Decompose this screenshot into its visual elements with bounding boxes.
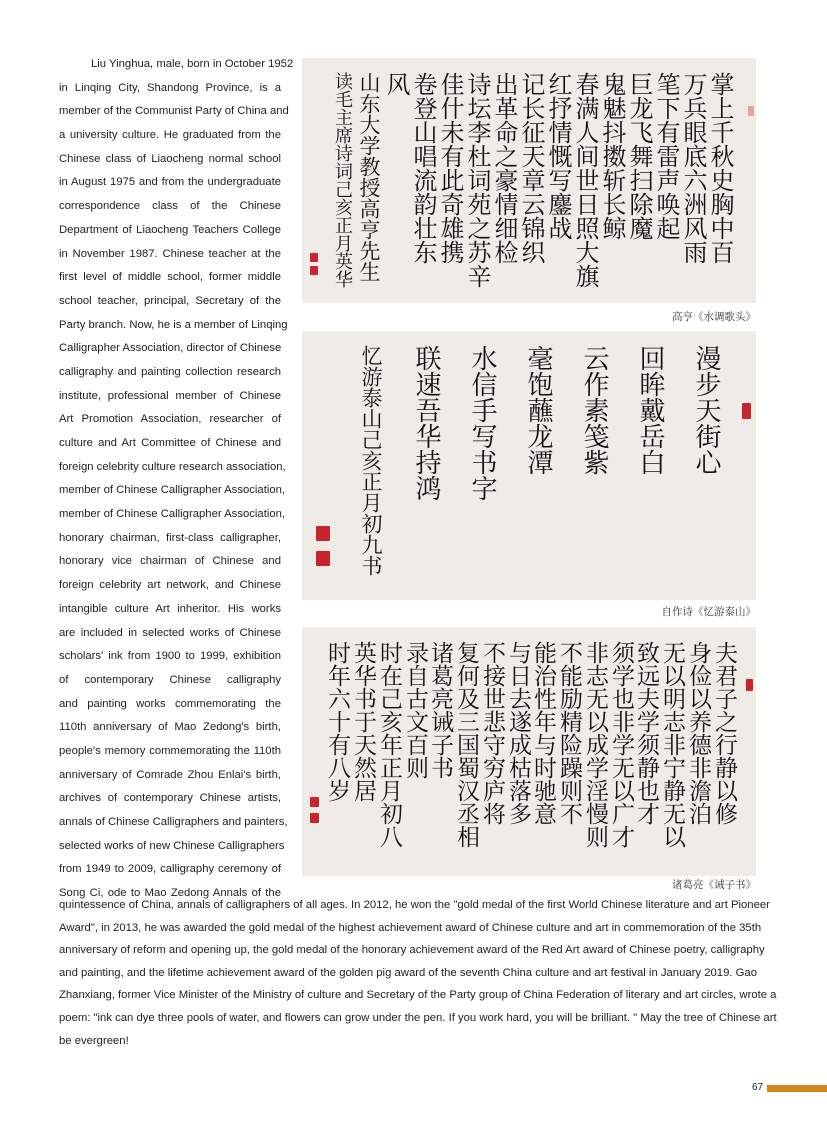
red-seal-icon	[310, 797, 319, 807]
text-line: from 1949 to 2009, calligraphy ceremony of	[59, 863, 281, 876]
text-line: Chinese class of Liaocheng normal school	[59, 152, 281, 165]
text-line: selected works of new Chinese Calligraphers	[59, 839, 285, 852]
calligraphy-column: 联速吾华持鸿	[411, 345, 441, 501]
calligraphy-column: 不接世悲守穷庐将	[479, 641, 505, 825]
text-line: intangible culture Art inheritor. His works	[59, 602, 281, 615]
calligraphy-column: 鬼魅抖擞斩长鲸	[598, 72, 626, 240]
text-line: 110th anniversary of Mao Zedong's birth,	[59, 721, 281, 734]
text-line: of contemporary Chinese calligraphy	[59, 673, 281, 686]
calligraphy-column: 春满人间世日照大旗	[571, 72, 599, 288]
calligraphy-column: 英华书于天然居	[350, 641, 376, 802]
text-line: a university culture. He graduated from the	[59, 129, 281, 142]
text-line: Art Promotion Association, researcher of	[59, 413, 281, 426]
calligraphy-column: 能治性年与时驰意	[530, 641, 556, 825]
red-seal-icon	[316, 551, 330, 566]
text-line: archives of contemporary Chinese artists,	[59, 792, 281, 805]
text-line: and painting works commemorating the	[59, 697, 281, 710]
calligraphy-column: 回眸戴岳白	[635, 345, 665, 475]
text-line: calligraphy and painting collection research	[59, 365, 281, 378]
calligraphy-column: 红抒情慨写鏖战	[544, 72, 572, 240]
text-line: Zhanxiang, former Vice Minister of the Ministry of culture and Secretary of the Party group of China Federation of literary and art circles, wrote a	[59, 989, 777, 1002]
artwork-caption: 自作诗《忆游泰山》	[661, 606, 756, 618]
calligraphy-column: 卷登山唱流韵壮东	[409, 72, 437, 264]
calligraphy-column: 夫君子之行静以修	[711, 641, 737, 825]
text-line: Award", in 2013, he was awarded the gold medal of the highest achievement award of Chinese culture and art in commemoration of the 35th	[59, 921, 762, 934]
text-line: poem: "ink can dye three pools of water, and flowers can grow under the pen. If you work hard, you will be brilliant. " May the tree of Chinese art	[59, 1011, 777, 1024]
calligraphy-column: 时在己亥年正月初八	[376, 641, 402, 848]
calligraphy-column: 漫步天街心	[691, 345, 721, 475]
text-line: Liu Yinghua, male, born in October 1952	[91, 58, 294, 70]
text-line: people's memory commemorating the 110th	[59, 744, 281, 757]
text-line: Party branch. Now, he is a member of Linqing	[59, 318, 288, 331]
calligraphy-column: 巨龙飞舞扫除魔	[625, 72, 653, 240]
text-line: member of Chinese Calligrapher Association,	[59, 484, 286, 497]
text-line: anniversary of Comrade Zhou Enlai's birth,	[59, 768, 281, 781]
calligraphy-column: 诗坛李杜词苑之苏辛	[463, 72, 491, 288]
text-line: in August 1975 and from the undergraduate	[59, 176, 281, 189]
text-line: in Linqing City, Shandong Province, is a	[59, 81, 281, 94]
calligraphy-column: 风	[382, 72, 410, 96]
page-number: 67	[752, 1082, 764, 1093]
calligraphy-artwork-1	[302, 58, 756, 303]
calligraphy-column: 记长征天章云锦织	[517, 72, 545, 264]
text-line: and painting, and the lifetime achievement award of the golden pig award of the seventh China culture and art festival in January 2019. Gao	[59, 966, 757, 979]
calligraphy-column: 不能励精险躁则不	[556, 641, 582, 825]
red-seal-icon	[748, 106, 754, 116]
text-line: institute, professional member of Chinese	[59, 389, 281, 402]
text-line: foreign celebrity art network, and Chinese	[59, 579, 281, 592]
calligraphy-column: 无以明志非宁静无以	[659, 641, 685, 848]
calligraphy-column: 致远夫学须静也才	[633, 641, 659, 825]
calligraphy-artwork-3	[302, 627, 756, 876]
text-line: honorary vice chairman of Chinese and	[59, 555, 281, 568]
text-line: Song Ci, ode to Mao Zedong Annals of the	[59, 887, 281, 900]
calligraphy-artwork-2	[302, 331, 756, 600]
calligraphy-column: 万兵眼底六洲风雨	[679, 72, 707, 264]
calligraphy-column: 时年六十有八岁	[324, 641, 350, 802]
page-accent-bar	[767, 1085, 827, 1092]
text-line: scholars' ink from 1900 to 1999, exhibition	[59, 650, 281, 663]
text-line: Calligrapher Association, director of Chinese	[59, 342, 282, 355]
calligraphy-column: 诸葛亮诫子书	[427, 641, 453, 779]
text-line: honorary chairman, first-class calligrapher,	[59, 531, 281, 544]
text-line: quintessence of China, annals of calligraphers of all ages. In 2012, he won the "gold medal of the first World Chinese literature and art Pioneer	[59, 899, 770, 911]
calligraphy-column: 与日去遂成枯落多	[505, 641, 531, 825]
calligraphy-column: 读毛主席诗词己亥正月英华	[332, 72, 353, 288]
text-line: foreign celebrity culture research association,	[59, 460, 286, 473]
red-seal-icon	[310, 253, 318, 262]
text-line: in November 1987. Chinese teacher at the	[59, 247, 281, 260]
text-line: correspondence class of the Chinese	[59, 200, 281, 213]
calligraphy-column: 须学也非学无以广才	[608, 641, 634, 848]
red-seal-icon	[310, 266, 318, 275]
calligraphy-column: 山东大学教授高亨先生	[357, 72, 381, 282]
red-seal-icon	[310, 813, 319, 823]
text-line: member of the Communist Party of China and	[59, 105, 289, 118]
calligraphy-column: 出革命之豪情细检	[490, 72, 518, 264]
calligraphy-column: 复何及三国蜀汉丞相	[453, 641, 479, 848]
text-line: anniversary of reform and opening up, the gold medal of the honorary achievement award of the Red Art award of Chinese poetry, calligraphy	[59, 944, 765, 957]
text-line: culture and Art Committee of Chinese and	[59, 437, 281, 449]
calligraphy-column: 录自古文百则	[402, 641, 428, 779]
red-seal-icon	[746, 679, 753, 691]
red-seal-icon	[316, 526, 330, 541]
text-line: school teacher, principal, Secretary of the	[59, 294, 281, 307]
calligraphy-column: 非志无以成学淫慢则	[582, 641, 608, 848]
text-line: annals of Chinese Calligraphers and painters,	[59, 816, 288, 828]
calligraphy-column: 佳什未有此奇雄携	[436, 72, 464, 264]
artwork-caption: 高亨《水调歌头》	[672, 311, 756, 323]
calligraphy-column: 掌上千秋史胸中百	[706, 72, 734, 264]
text-line: member of Chinese Calligrapher Association,	[59, 508, 286, 521]
calligraphy-column: 云作素笺紫	[579, 345, 609, 475]
biography-continued	[59, 894, 777, 1052]
calligraphy-column: 忆游泰山己亥正月初九书	[359, 345, 383, 576]
calligraphy-column: 笔下有雷声唤起	[652, 72, 680, 240]
text-line: are included in selected works of Chinese	[59, 626, 281, 639]
red-seal-icon	[742, 403, 751, 419]
calligraphy-column: 身俭以养德非澹泊	[685, 641, 711, 825]
artwork-caption: 诸葛亮《诫子书》	[672, 879, 756, 891]
text-line: be evergreen!	[59, 1034, 129, 1047]
text-line: first level of middle school, former middle	[59, 271, 281, 284]
biography-column	[59, 53, 294, 906]
calligraphy-column: 水信手写书字	[467, 345, 497, 501]
text-line: Department of Liaocheng Teachers College	[59, 223, 281, 236]
calligraphy-column: 毫饱蘸龙潭	[523, 345, 553, 475]
